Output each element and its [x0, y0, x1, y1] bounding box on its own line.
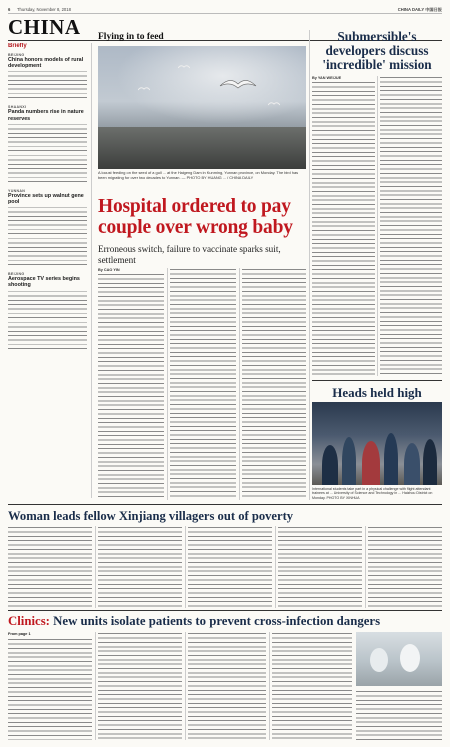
clinics-body — [98, 632, 182, 740]
section-title: CHINA — [8, 15, 81, 39]
clinics-headline-prefix: Clinics: — [8, 614, 50, 628]
page-number: 6 — [8, 7, 11, 12]
students-caption: International students take part in a physical challenge with flight attendant trainees at ... University of Science and Technology in ... Haizhou District on Monday. PHOTO BY XINHUA — [312, 487, 433, 500]
briefly-column — [8, 43, 92, 498]
clinics-body-column — [8, 632, 92, 740]
person-figure — [342, 437, 356, 485]
brief-item[interactable] — [8, 272, 87, 350]
brief-title: China honors models of rural development — [8, 57, 84, 70]
brief-location: BEIJING — [8, 53, 25, 57]
woman-body-column — [278, 526, 362, 608]
column-rule — [365, 526, 366, 608]
column-rule — [377, 76, 378, 376]
clinics-body — [188, 632, 266, 740]
lead-deck: Erroneous switch, failure to vaccinate sparks suit, settlement — [98, 244, 281, 265]
lead-body — [170, 268, 236, 500]
brief-body — [8, 206, 87, 236]
brief-body — [8, 123, 87, 153]
brief-location: BEIJING — [8, 272, 25, 277]
clinics-body-column — [272, 632, 352, 740]
lead-byline: By CAO YIN — [98, 268, 120, 272]
woman-body — [8, 526, 92, 608]
submersible-body-column — [380, 76, 442, 376]
lead-body — [98, 273, 164, 500]
publication-name: CHINA DAILY 中国日报 — [397, 7, 442, 12]
brief-title: Panda numbers rise in nature reserves — [8, 109, 84, 122]
column-rule — [269, 632, 270, 740]
section-divider — [8, 610, 442, 611]
column-rule — [309, 30, 310, 500]
column-rule — [185, 526, 186, 608]
submersible-headline[interactable]: Submersible's developers discuss 'incredible' mission — [322, 29, 432, 73]
page-header — [8, 7, 442, 14]
woman-body — [98, 526, 182, 608]
person-figure — [423, 439, 437, 485]
photo-sky — [98, 46, 306, 132]
woman-headline[interactable]: Woman leads fellow Xinjiang villagers out of poverty — [8, 509, 294, 523]
gull-icon — [218, 74, 258, 94]
woman-body-column — [368, 526, 442, 608]
clinics-body-column — [98, 632, 182, 740]
clinic-photo[interactable] — [356, 632, 442, 686]
gull-icon — [268, 101, 280, 106]
from-page-label: From page 1 — [8, 632, 31, 636]
woman-body — [188, 526, 272, 608]
brief-item[interactable] — [8, 105, 87, 183]
clinics-headline[interactable] — [8, 614, 442, 628]
brief-body — [8, 321, 87, 351]
photo-kicker: Flying in to feed — [98, 32, 164, 42]
woman-body-column — [8, 526, 92, 608]
woman-body — [368, 526, 442, 608]
lead-body-column — [170, 268, 236, 500]
clinics-body — [272, 632, 352, 740]
gull-icon — [178, 64, 190, 69]
person-figure — [362, 441, 380, 485]
brief-body — [8, 154, 87, 184]
clinics-headline-text: New units isolate patients to prevent cross-infection dangers — [53, 614, 381, 628]
students-photo[interactable] — [312, 402, 442, 485]
brief-title: Aerospace TV series begins shooting — [8, 276, 80, 289]
submersible-byline: By YAN WEIJUE — [312, 76, 342, 80]
photo-caption: A locust feeding on the seed of a gull ... at the Haigeng Dam in Kunming, Yunnan province, on Monday. The bird has been migrating for over two decades to Yunnan. — PHOTO BY HUANG ... / CHINA DAILY — [98, 170, 299, 180]
lead-headline[interactable]: Hospital ordered to pay couple over wrong baby — [98, 196, 293, 238]
woman-body-column — [188, 526, 272, 608]
brief-title: Province sets up walnut gene pool — [8, 192, 84, 206]
heads-held-headline[interactable]: Heads held high — [332, 385, 422, 400]
photo-ground — [98, 127, 306, 169]
brief-location: SHAANXI — [8, 105, 27, 110]
clinics-body — [8, 638, 92, 741]
column-rule — [95, 632, 96, 740]
person-figure — [400, 644, 420, 672]
clinics-body-column — [188, 632, 266, 740]
person-figure — [404, 443, 420, 485]
person-figure — [370, 648, 388, 672]
person-figure — [384, 433, 398, 485]
brief-body — [8, 290, 87, 320]
lead-body — [242, 268, 306, 500]
column-rule — [275, 526, 276, 608]
lead-photo[interactable] — [98, 46, 306, 169]
brief-body — [8, 237, 87, 267]
lead-body-column — [242, 268, 306, 500]
lead-body-column — [98, 268, 164, 500]
brief-item[interactable] — [8, 53, 87, 100]
brief-location: YUNNAN — [8, 188, 26, 193]
brief-item[interactable] — [8, 189, 87, 267]
clinics-body-column — [356, 690, 442, 740]
section-divider — [8, 504, 442, 505]
submersible-body — [312, 81, 375, 376]
clinics-body — [356, 690, 442, 740]
submersible-body — [380, 76, 442, 376]
woman-body-column — [98, 526, 182, 608]
brief-body — [8, 70, 87, 100]
gull-icon — [138, 86, 150, 91]
issue-date: Thursday, November 8, 2018 — [17, 7, 71, 12]
person-figure — [322, 445, 338, 485]
briefly-label: Briefly — [8, 43, 27, 49]
column-rule — [239, 268, 240, 500]
column-rule — [185, 632, 186, 740]
column-rule — [167, 268, 168, 500]
column-rule — [95, 526, 96, 608]
woman-body — [278, 526, 362, 608]
section-divider — [312, 380, 442, 381]
submersible-body-column — [312, 76, 375, 376]
